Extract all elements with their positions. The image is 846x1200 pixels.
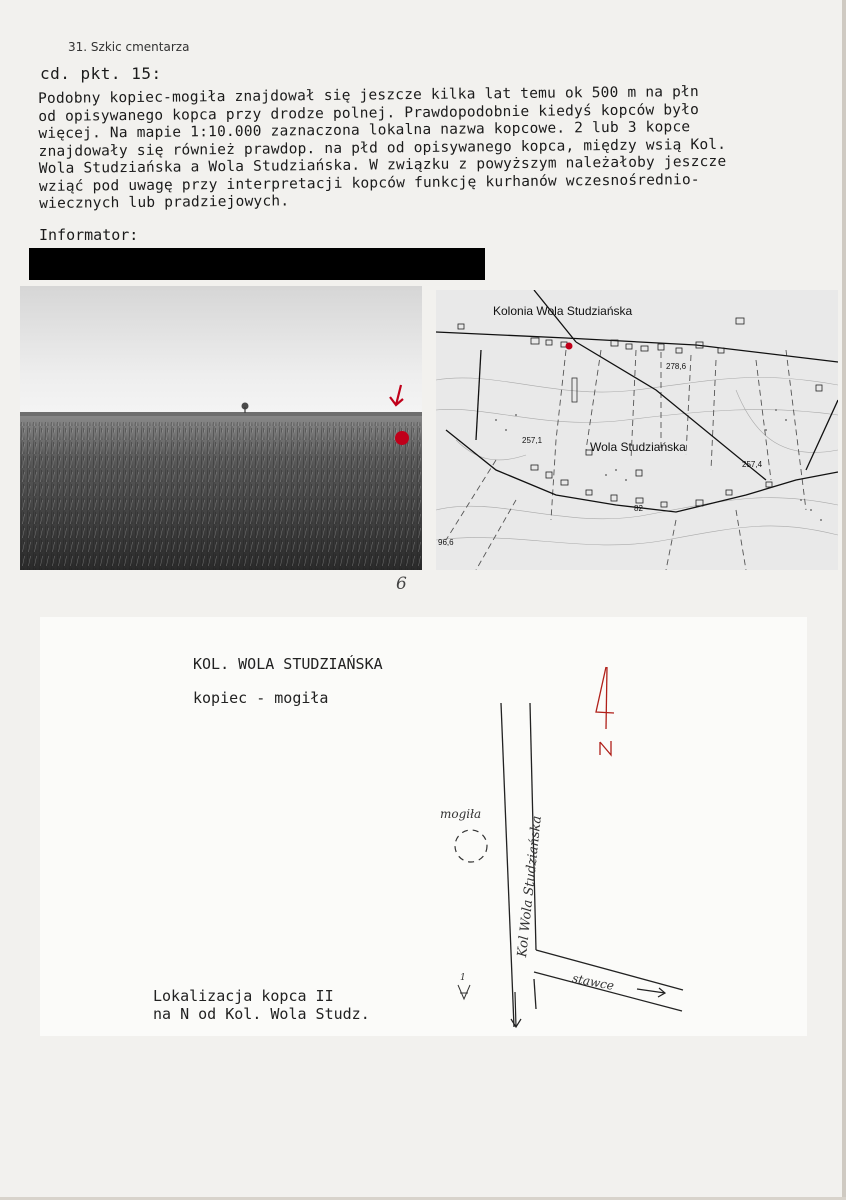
map-red-dot-marker — [566, 343, 573, 350]
paragraph-line: od opisywanego kopca przy drodze polnej. Prawdopodobnie kiedyś kopców było — [38, 101, 700, 125]
map-elevation: 82 — [634, 504, 643, 513]
map-elevation: 257,4 — [742, 460, 763, 469]
caption-line-1: Lokalizacja kopca II — [153, 987, 334, 1005]
map-elevation: 96,6 — [438, 538, 454, 547]
section-reference: cd. pkt. 15: — [40, 64, 162, 83]
photo-number: 6 — [396, 574, 407, 594]
informator-label: Informator: — [39, 226, 139, 244]
topographic-map — [436, 290, 838, 570]
map-label-wola: Wola Studziańska — [590, 440, 686, 454]
stawce-label: stawce — [571, 971, 616, 993]
marker-number: 1 — [460, 973, 466, 983]
paragraph-line: Wola Studziańska a Wola Studziańska. W związku z powyższym należałoby jeszcze — [38, 153, 727, 177]
north-arrow-icon — [596, 667, 614, 755]
typed-paragraph — [38, 83, 819, 214]
paragraph-line: wziąć pod uwagę przy interpretacji kopców funkcję kurhanów wczesnośrednio- — [38, 171, 700, 195]
map-label-kolonia: Kolonia Wola Studziańska — [493, 304, 633, 318]
sketch-lines — [40, 617, 807, 1036]
red-dot-marker — [395, 431, 409, 445]
header-caption: 31. Szkic cmentarza — [68, 40, 190, 54]
paragraph-line: Podobny kopiec-mogiła znajdował się jeszcze kilka lat temu ok 500 m na płn — [38, 84, 699, 107]
redaction-bar — [29, 248, 485, 280]
page-edge — [842, 0, 846, 1200]
mogila-label: mogiła — [440, 807, 482, 821]
location-sketch — [40, 617, 807, 1036]
field-photo-image — [20, 286, 422, 570]
mogila-marker — [455, 830, 487, 862]
caption-line-2: na N od Kol. Wola Studz. — [153, 1005, 370, 1023]
paragraph-line: więcej. Na mapie 1:10.000 zaznaczona lokalna nazwa kopcowe. 2 lub 3 kopce — [38, 119, 691, 142]
map-elevation: 257,1 — [522, 436, 543, 445]
small-sketch-icon — [458, 985, 470, 999]
map-elevation: 278,6 — [666, 362, 687, 371]
road-label: Kol Wola Studziańska — [515, 815, 545, 958]
right-arrow-icon — [637, 988, 665, 997]
field-photo — [20, 286, 422, 570]
map-drawing — [436, 290, 838, 570]
paragraph-line: wiecznych lub pradziejowych. — [39, 193, 290, 212]
sketch-title: KOL. WOLA STUDZIAŃSKA — [193, 655, 383, 673]
paragraph-line: znajdowały się również prawdop. na płd od opisywanego kopca, między wsią Kol. — [38, 136, 727, 160]
sketch-subtitle: kopiec - mogiła — [193, 689, 329, 707]
